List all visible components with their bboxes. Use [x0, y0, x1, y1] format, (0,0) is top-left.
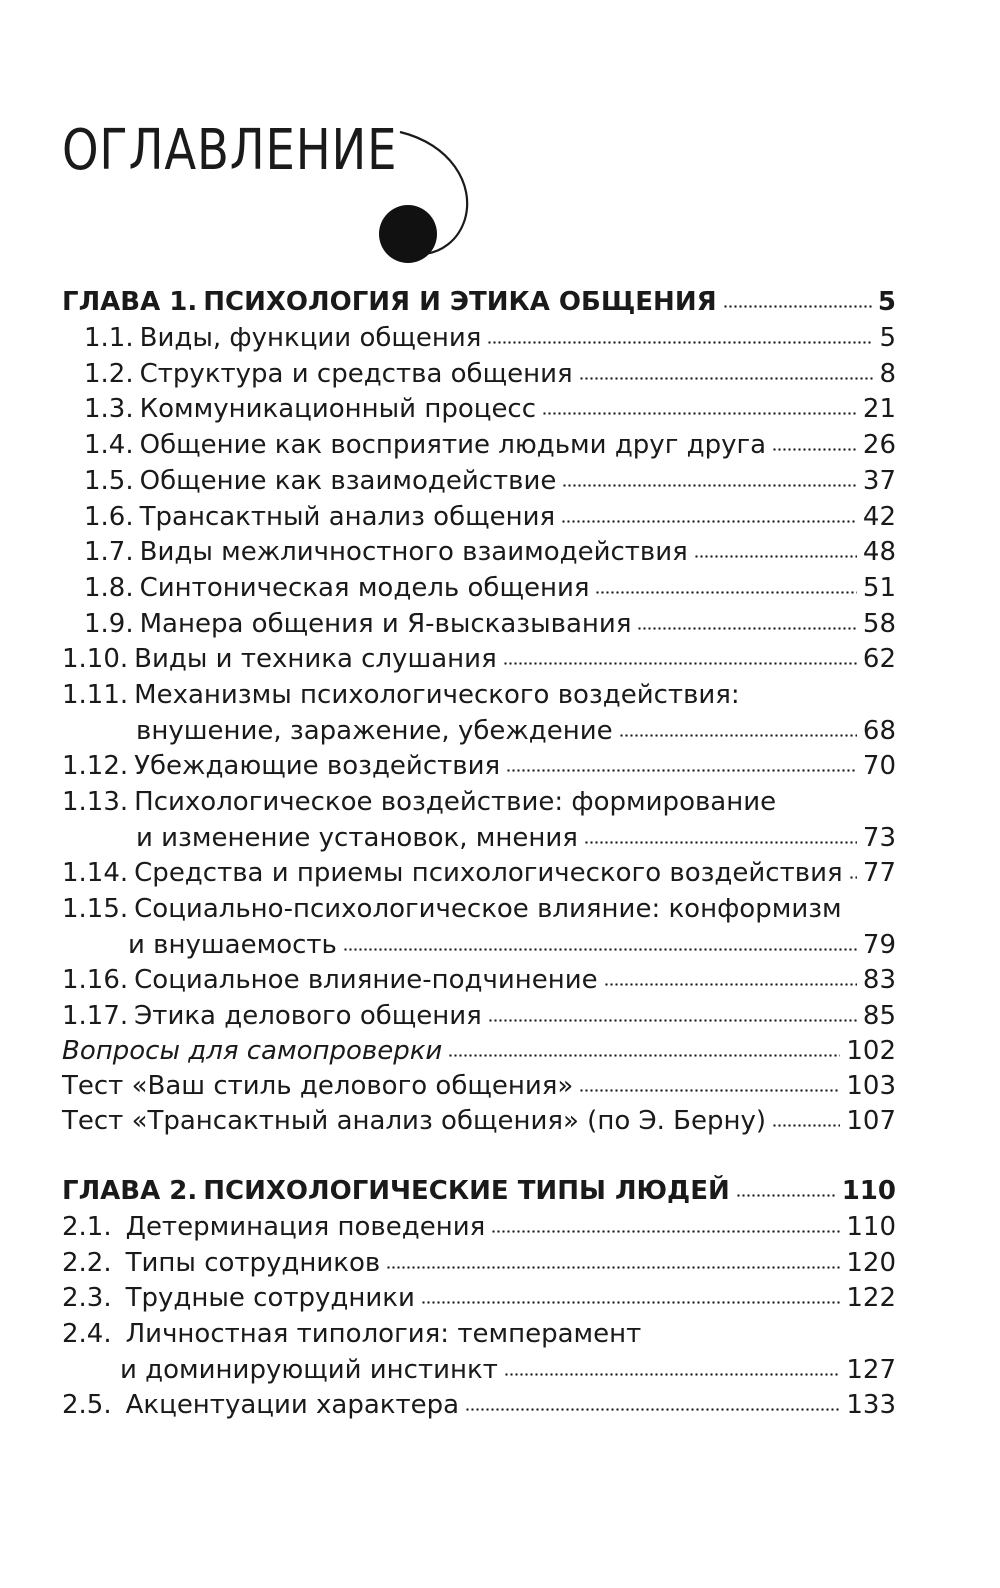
- toc-entry-title: Детерминация поведения: [125, 1212, 486, 1242]
- dot-leader: [491, 1228, 840, 1234]
- toc-entry-number: 2.4.: [62, 1319, 112, 1349]
- toc-entry-row[interactable]: [62, 1000, 896, 1032]
- toc-page-number: 83: [862, 965, 896, 995]
- toc-page-number: 73: [862, 823, 896, 853]
- toc-entry-number: 1.1.: [84, 323, 134, 353]
- toc-entry-number: ГЛАВА 2.: [62, 1176, 198, 1206]
- toc-entry-row[interactable]: [84, 536, 896, 568]
- dot-leader: [487, 339, 873, 345]
- toc-entry-row[interactable]: [84, 608, 896, 640]
- toc-entry-row[interactable]: [62, 643, 896, 675]
- toc-entry-number: 1.6.: [84, 502, 134, 532]
- toc-entry-row[interactable]: [62, 857, 896, 889]
- dot-leader: [619, 732, 857, 738]
- toc-entry-row[interactable]: [62, 1282, 896, 1314]
- toc-entry-number: 2.1.: [62, 1212, 112, 1242]
- toc-entry-number: 1.16.: [62, 965, 129, 995]
- toc-entry-title: Тест «Трансактный анализ общения» (по Э. Берну): [62, 1106, 767, 1136]
- toc-page-number: 42: [862, 502, 896, 532]
- page-title: ОГЛАВЛЕНИЕ: [62, 118, 398, 183]
- dot-leader: [488, 1017, 857, 1023]
- toc-chapter-row[interactable]: [62, 286, 896, 318]
- toc-entry-title: Трансактный анализ общения: [139, 502, 556, 532]
- toc-entry-number: 1.3.: [84, 394, 134, 424]
- toc-entry-number: 1.14.: [62, 858, 129, 888]
- toc-entry-number: ГЛАВА 1.: [62, 287, 198, 317]
- toc-entry-row[interactable]: [62, 750, 896, 782]
- toc-entry-title: Виды и техника слушания: [134, 644, 497, 674]
- toc-entry-title: и изменение установок, мнения: [136, 823, 578, 853]
- toc-page-number: 85: [862, 1001, 896, 1031]
- toc-chapter-row[interactable]: [62, 1175, 896, 1207]
- toc-entry-title: Манера общения и Я-высказывания: [139, 609, 632, 639]
- dot-leader: [386, 1264, 840, 1270]
- toc-entry-row[interactable]: [62, 893, 896, 925]
- dot-leader: [503, 660, 857, 666]
- toc-entry-title: Структура и средства общения: [139, 359, 573, 389]
- toc-entry-number: 1.8.: [84, 573, 134, 603]
- toc-page-number: 70: [862, 751, 896, 781]
- toc-entry-title: Убеждающие воздействия: [134, 751, 501, 781]
- dot-leader: [561, 518, 857, 524]
- dot-leader: [604, 981, 857, 987]
- dot-leader: [579, 375, 874, 381]
- dot-leader: [579, 1087, 840, 1093]
- toc-page-number: 37: [862, 466, 896, 496]
- toc-entry-number: 1.11.: [62, 680, 129, 710]
- toc-entry-number: 2.3.: [62, 1283, 112, 1313]
- toc-entry-title: Синтоническая модель общения: [139, 573, 590, 603]
- toc-entry-row[interactable]: [84, 572, 896, 604]
- toc-page-number: 48: [862, 537, 896, 567]
- toc-page-number: 58: [862, 609, 896, 639]
- toc-entry-title: и доминирующий инстинкт: [120, 1355, 498, 1385]
- toc-entry-row[interactable]: [62, 964, 896, 996]
- toc-entry-title: Средства и приемы психологического воздействия: [134, 858, 843, 888]
- toc-entry-row[interactable]: [84, 465, 896, 497]
- toc-entry-row[interactable]: [62, 1389, 896, 1421]
- toc-page-number: 51: [862, 573, 896, 603]
- toc-page-number: 120: [846, 1248, 896, 1278]
- toc-entry-number: 1.10.: [62, 644, 129, 674]
- toc-entry-row[interactable]: [62, 786, 896, 818]
- dot-leader: [562, 482, 857, 488]
- toc-page-number: 26: [862, 430, 896, 460]
- toc-entry-title: ПСИХОЛОГИЧЕСКИЕ ТИПЫ ЛЮДЕЙ: [203, 1176, 730, 1206]
- toc-entry-title: Социально-психологическое влияние: конформизм: [134, 894, 842, 924]
- dot-leader: [849, 874, 857, 880]
- toc-entry-title: Акцентуации характера: [125, 1390, 460, 1420]
- toc-page-number: 122: [846, 1283, 896, 1313]
- dot-leader: [421, 1299, 840, 1305]
- toc-page-number: 68: [862, 716, 896, 746]
- toc-entry-row[interactable]: [62, 1211, 896, 1243]
- toc-entry-title: ПСИХОЛОГИЯ И ЭТИКА ОБЩЕНИЯ: [203, 287, 717, 317]
- toc-entry-title: Трудные сотрудники: [125, 1283, 415, 1313]
- toc-entry-number: 1.4.: [84, 430, 134, 460]
- toc-page-number: 5: [879, 323, 896, 353]
- toc-entry-row[interactable]: [84, 501, 896, 533]
- dot-leader: [506, 767, 857, 773]
- toc-page-number: 110: [846, 1212, 896, 1242]
- dot-leader: [343, 946, 857, 952]
- toc-entry-row[interactable]: [136, 822, 896, 854]
- toc-entry-row[interactable]: [62, 679, 896, 711]
- toc-page-number: 21: [862, 394, 896, 424]
- toc-entry-title: Общение как взаимодействие: [139, 466, 557, 496]
- toc-entry-title: Вопросы для самопроверки: [62, 1036, 443, 1066]
- dot-leader: [595, 589, 856, 595]
- toc-entry-row[interactable]: [84, 429, 896, 461]
- toc-page-number: 133: [846, 1390, 896, 1420]
- toc-entry-number: 2.5.: [62, 1390, 112, 1420]
- toc-entry-title: Личностная типология: темперамент: [125, 1319, 642, 1349]
- dot-leader: [736, 1192, 836, 1198]
- toc-page-number: 79: [862, 930, 896, 960]
- toc-page-number: 107: [846, 1106, 896, 1136]
- toc-entry-title: Виды, функции общения: [139, 323, 482, 353]
- toc-entry-title: и внушаемость: [128, 930, 337, 960]
- toc-entry-row[interactable]: [84, 358, 896, 390]
- toc-entry-number: 1.7.: [84, 537, 134, 567]
- dot-leader: [694, 553, 857, 559]
- toc-entry-row[interactable]: [128, 929, 896, 961]
- toc-entry-title: Тест «Ваш стиль делового общения»: [62, 1071, 574, 1101]
- toc-entry-number: 1.13.: [62, 787, 129, 817]
- toc-entry-number: 1.12.: [62, 751, 129, 781]
- toc-entry-row[interactable]: [62, 1035, 896, 1067]
- toc-page-number: 110: [841, 1176, 896, 1206]
- toc-entry-title: Психологическое воздействие: формирование: [134, 787, 777, 817]
- toc-page-number: 103: [846, 1071, 896, 1101]
- toc-entry-row[interactable]: [62, 1247, 896, 1279]
- dot-leader: [465, 1406, 840, 1412]
- toc-entry-number: 1.2.: [84, 359, 134, 389]
- dot-leader: [584, 839, 857, 845]
- toc-page-number: 127: [846, 1355, 896, 1385]
- toc-entry-row[interactable]: [62, 1105, 896, 1137]
- toc-page-number: 77: [862, 858, 896, 888]
- dot-leader: [448, 1052, 840, 1058]
- toc-entry-number: 1.5.: [84, 466, 134, 496]
- toc-page-number: 102: [846, 1036, 896, 1066]
- dot-leader: [723, 303, 872, 309]
- toc-entry-row[interactable]: [62, 1070, 896, 1102]
- dot-leader: [772, 446, 857, 452]
- dot-leader: [504, 1371, 840, 1377]
- toc-page-number: 62: [862, 644, 896, 674]
- toc-entry-title: Виды межличностного взаимодействия: [139, 537, 688, 567]
- toc-entry-row[interactable]: [136, 715, 896, 747]
- toc-page-number: 8: [879, 359, 896, 389]
- toc-entry-number: 1.9.: [84, 609, 134, 639]
- toc-entry-title: Общение как восприятие людьми друг друга: [139, 430, 767, 460]
- toc-entry-number: 1.15.: [62, 894, 129, 924]
- toc-entry-title: Социальное влияние-подчинение: [134, 965, 598, 995]
- ornament-circle-icon: [370, 124, 480, 274]
- dot-leader: [772, 1122, 840, 1128]
- dot-leader: [637, 625, 856, 631]
- toc-entry-title: Этика делового общения: [134, 1001, 482, 1031]
- toc-entry-row[interactable]: [84, 322, 896, 354]
- toc-entry-row[interactable]: [84, 393, 896, 425]
- toc-page-number: 5: [877, 287, 896, 317]
- toc-entry-row[interactable]: [120, 1354, 896, 1386]
- toc-entry-title: Механизмы психологического воздействия:: [134, 680, 740, 710]
- dot-leader: [542, 410, 857, 416]
- toc-entry-title: Коммуникационный процесс: [139, 394, 537, 424]
- toc-entry-number: 2.2.: [62, 1248, 112, 1278]
- toc-entry-title: внушение, заражение, убеждение: [136, 716, 613, 746]
- toc-entry-row[interactable]: [62, 1318, 896, 1350]
- toc-entry-number: 1.17.: [62, 1001, 129, 1031]
- toc-entry-title: Типы сотрудников: [125, 1248, 381, 1278]
